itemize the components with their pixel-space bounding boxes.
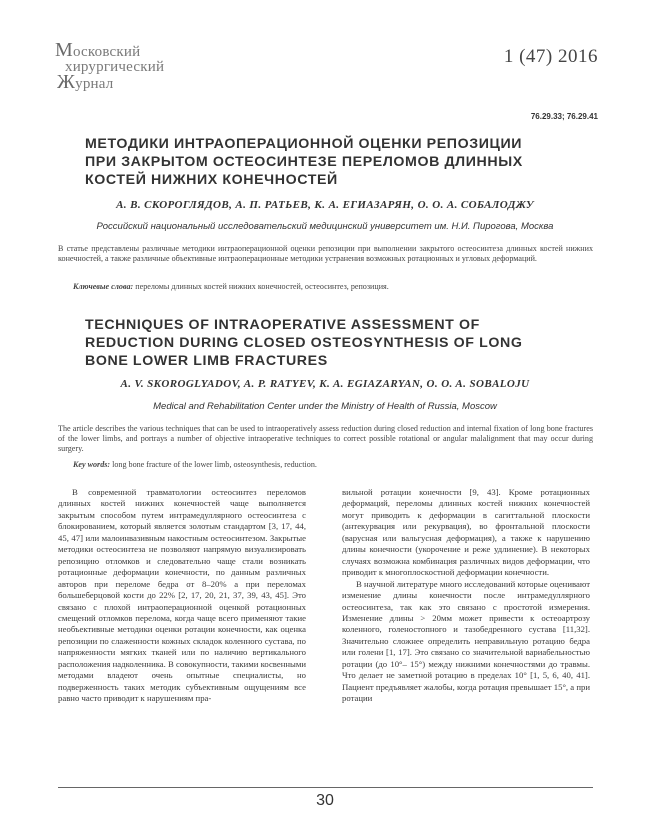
authors-ru: А. В. СКОРОГЛЯДОВ, А. П. РАТЬЕВ, К. А. ЕГИАЗАРЯН, О. О. А. СОБАЛОДЖУ — [116, 199, 534, 211]
keywords-en-label: Key words: — [73, 460, 111, 469]
title-ru: МЕТОДИКИ ИНТРАОПЕРАЦИОННОЙ ОЦЕНКИ РЕПОЗИЦИИ ПРИ ЗАКРЫТОМ ОСТЕОСИНТЕЗЕ ПЕРЕЛОМОВ ДЛИННЫХ КОСТЕЙ НИЖНИХ КОНЕЧНОСТЕЙ — [85, 136, 523, 188]
keywords-en-text: long bone fracture of the lower limb, osteosynthesis, reduction. — [112, 460, 317, 469]
keywords-ru — [73, 282, 593, 292]
footer-rule — [58, 787, 593, 788]
title-en: TECHNIQUES OF INTRAOPERATIVE ASSESSMENT OF REDUCTION DURING CLOSED OSTEOSYNTHESIS OF LONG BONE LOWER LIMB FRACTURES — [85, 317, 523, 369]
journal-logo — [55, 39, 175, 93]
page-number: 30 — [316, 792, 334, 809]
affiliation-en: Medical and Rehabilitation Center under the Ministry of Health of Russia, Moscow — [153, 401, 497, 412]
keywords-ru-label: Ключевые слова: — [73, 282, 134, 291]
udc-code: 76.29.33; 76.29.41 — [530, 112, 598, 121]
issue-number: 1 (47) 2016 — [503, 46, 598, 67]
abstract-ru: В статье представлены различные методики интраоперационной оценки репозиции при выполнении закрытого остеосинтеза длинных костей нижних конечностей, а также различные объективные интраоперационные методики устранения возможных ротационных и угловых деформаций. — [58, 244, 593, 263]
affiliation-ru: Российский национальный исследовательский медицинский университет им. Н.И. Пирогова, Москва — [96, 221, 554, 232]
body-paragraph: вильной ротации конечности [9, 43]. Кроме ротационных деформаций, переломы длинных костей нижних конечностей могут приводить к деформации в сагиттальной плоскости (антекурвация или рекурвация), во фронтальной плоскости (варусная или вальгусная деформация), а также к нарушению длины конечности (укорочение и реже удлинение). В некоторых случаях возможна комбинация различных видов деформации, что приводит к многоплоскостной деформации конечности. — [342, 487, 590, 578]
keywords-en — [73, 460, 593, 470]
journal-name-line1: Московский — [55, 39, 141, 61]
body-column-left — [58, 487, 306, 705]
journal-name-line2: хирургический — [65, 59, 165, 75]
keywords-ru-text: переломы длинных костей нижних конечностей, остеосинтез, репозиция. — [135, 282, 389, 291]
body-column-right — [342, 487, 590, 705]
authors-en: A. V. SKOROGLYADOV, A. P. RATYEV, K. A. EGIAZARYAN, O. O. A. SOBALOJU — [120, 378, 530, 390]
body-paragraph: В научной литературе много исследований которые оценивают изменение длины конечности после интрамедуллярного остеосинтеза, так как это связано с простотой измерения. Изменение длины > 20мм может привести к остеоартрозу коленного, голеностопного и тазобедренного сустава [11,32]. Значительно сложнее определить неправильную ротацию бедра или голени [1, 17]. Это связано со значительной вариабельностью ротации (до 10°– 15°) между нижними конечностями до травмы. Что делает не заметной ротацию в пределах 10° [1, 5, 6, 40, 41]. Пациент предъявляет жалобы, когда ротация превышает 15°, а при ротации — [342, 578, 590, 704]
journal-name-line3: Журнал — [57, 71, 114, 93]
body-paragraph: В современной травматологии остеосинтез переломов длинных костей нижних конечностей чаще выполняется закрытым способом путем интрамедуллярного остеосинтеза с блокированием, который является золотым стандартом [3, 17, 44, 45, 47] или малоинвазивным накостным остеосинтезом. Закрытые методики остеосинтеза не позволяют напрямую визуализировать репозицию отломков и следовательно чаще стали возникать ротационные деформации конечности, по данным различных авторов при переломе бедра от 8–20% а при переломах большеберцовой кости до 22% [2, 17, 20, 21, 37, 39, 43, 45]. Это связано с плохой интраоперационной оценкой ротационных смещений отломков перелома, когда чаще всего применяют такие необъективные методики оценки ротации конечности, как оценка репозиции по слаженности кожных складок коленного сустава, по напряженности мягких тканей или по наличию вертикального расположения надколенника. В совокупности, такими косвенными методами владеют очень опытные специалисты, но подверженность таких методик субъективным ощущениям все равно часто приводит к нарушениям пра- — [58, 487, 306, 704]
abstract-en: The article describes the various techniques that can be used to intraoperatively assess reduction during closed reduction and internal fixation of long bone fractures of the lower limbs, and portrays a number of objective intraoperative techniques to correct possible rotational or angular malalignment that may occur during surgery. — [58, 424, 593, 453]
